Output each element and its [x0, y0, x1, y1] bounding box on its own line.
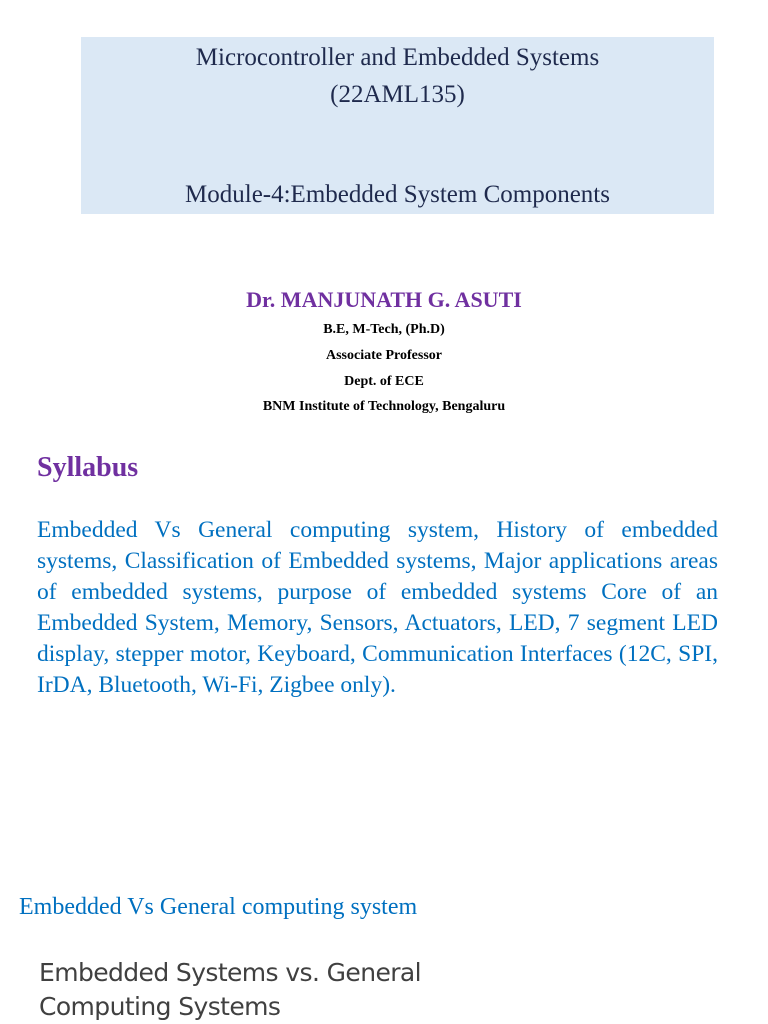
course-title: Microcontroller and Embedded Systems [195, 44, 600, 71]
course-code: (22AML135) [330, 81, 465, 108]
author-institute: BNM Institute of Technology, Bengaluru [262, 399, 506, 414]
section-heading: Embedded Vs General computing system [19, 894, 418, 920]
author-department: Dept. of ECE [344, 374, 424, 389]
author-qualification: B.E, M-Tech, (Ph.D) [323, 322, 445, 337]
module-title: Module-4:Embedded System Components [185, 181, 610, 208]
slide-heading: Embedded Systems vs. General Computing Systems [39, 958, 421, 1021]
syllabus-heading: Syllabus [37, 452, 139, 483]
author-designation: Associate Professor [326, 348, 442, 363]
syllabus-body: Embedded Vs General computing system, History of embedded systems, Classification of Embedded systems, Major applications areas of embedded systems, purpose of embedded systems Core of an Embedded System, Memory, Sensors, Actuators, LED, 7 segment LED display, stepper motor, Keyboard, Communication Interfaces (12C, SPI, IrDA, Bluetooth, Wi-Fi, Zigbee only). [37, 517, 718, 698]
author-name: Dr. MANJUNATH G. ASUTI [246, 287, 522, 312]
title-box [81, 37, 714, 214]
